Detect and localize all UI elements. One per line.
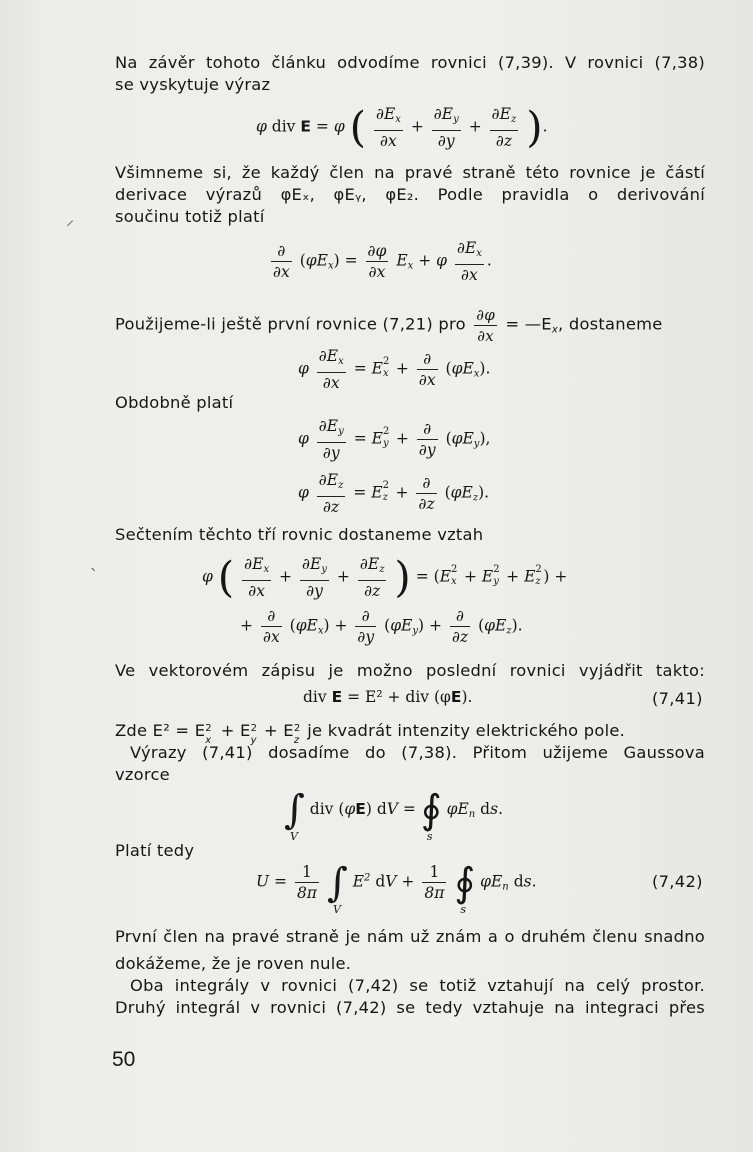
equation-number: (7,41) — [652, 689, 703, 708]
equation-ex: φ $\frac{\partial E_x}{\partial x}$ = E 2 x + $\frac{\partial}{\partial x}$ $(\varphi E_x)$. — [298, 347, 491, 392]
paragraph-line: Výrazy (7,41) dosadíme do (7,38). Přitom užijeme Gaussova — [130, 743, 705, 762]
equation-7-41 — [303, 688, 472, 706]
vector-symbol: E — [450, 688, 462, 706]
paragraph-line: se vyskytuje výraz — [115, 75, 271, 94]
equation-ez: φ $\frac{\partial E_z}{\partial z}$ = E 2 z + $\frac{\partial}{\partial z}$ $(\varphi E_z)$. — [298, 471, 490, 516]
paragraph-line: Oba integrály v rovnici (7,42) se totiž vztahují na celý prostor. — [130, 976, 705, 995]
eq-text: ). — [461, 688, 473, 706]
inline-fraction: $\frac{\partial\varphi}{\partial x}$ — [476, 306, 496, 345]
paragraph-line: Obdobně platí — [115, 393, 234, 412]
paragraph-line: součinu totiž platí — [115, 207, 265, 226]
vector-symbol: E — [331, 688, 343, 706]
equation-gauss: ∫ V div (φE) dV = ∮ s $\varphi E_n$ ds. — [284, 787, 504, 843]
paragraph-line: Druhý integrál v rovnici (7,42) se tedy vztahuje na integraci přes — [115, 998, 705, 1017]
paragraph-line: Ve vektorovém zápisu je možno poslední rovnici vyjádřit takto: — [115, 661, 705, 680]
margin-mark: ⸝ — [66, 210, 75, 229]
paragraph-line: Sečtením těchto tří rovnic dostaneme vztah — [115, 525, 484, 544]
equation-number: (7,42) — [652, 872, 703, 891]
paragraph-line: Všimneme si, že každý člen na pravé straně této rovnice je částí — [115, 163, 705, 182]
text-fragment: Použijeme-li ještě první rovnice (7,21) pro — [115, 314, 466, 334]
equation-sum-line1: φ ( $\frac{\partial E_x}{\partial x}$ + $\frac{\partial E_y}{\partial y}$ + $\frac{\partial E_z}{\partial z}$ ) = (E 2 x + E 2 y + E 2 z ) + — [202, 552, 568, 602]
eq-text: = E² + div (φ — [347, 688, 451, 706]
paragraph-line: Zde E² = E 2 x + E 2 y + E 2 z je kvadrát intenzity elektrického pole. — [115, 721, 626, 746]
margin-mark: ˋ — [90, 566, 98, 585]
text-fragment: , dostaneme — [558, 314, 663, 334]
paragraph-line: derivace výrazů φEₓ, φEᵧ, φE₂. Podle pravidla o derivování — [115, 185, 705, 204]
paragraph-line: vzorce — [115, 765, 170, 784]
paragraph-line: Použijeme-li ještě první rovnice (7,21) pro $\frac{\partial\varphi}{\partial x}$ = $—E_x$, dostaneme — [115, 306, 663, 345]
page-number: 50 — [112, 1048, 136, 1071]
paragraph-line: dokážeme, že je roven nule. — [115, 954, 352, 973]
text-fragment: je kvadrát intenzity elektrického pole. — [307, 721, 626, 740]
paragraph-line: První člen na pravé straně je nám už znám a o druhém členu snadno — [115, 927, 705, 946]
equation-sum-line2: + $\frac{\partial}{\partial x}$ $(\varphi E_x)$ + $\frac{\partial}{\partial y}$ $(\varphi E_y)$ + $\frac{\partial}{\partial z}$ $(\varphi E_z)$. — [240, 607, 523, 646]
paragraph-line: Platí tedy — [115, 841, 195, 860]
eq-text: div — [303, 688, 327, 706]
equation-7-42: U = $\frac{1}{8\pi}$ ∫ V $E^2$ dV + $\frac{1}{8\pi}$ ∮ s $\varphi E_n$ ds. — [256, 859, 537, 916]
equation-ey: φ $\frac{\partial E_y}{\partial y}$ = E 2 y + $\frac{\partial}{\partial y}$ $(\varphi E_y)$, — [298, 417, 491, 462]
equation-product-rule: $\frac{\partial}{\partial x}$ $(\varphi E_x)$ = $\frac{\partial\varphi}{\partial x}$ $E_x + \varphi$ $\frac{\partial E_x}{\partial x}$ . — [273, 239, 492, 284]
text-fragment: = —E — [505, 314, 552, 334]
equation-div-expansion: φ div E = φ ( $\frac{\partial E_x}{\partial x}$ + $\frac{\partial E_y}{\partial y}$ + $\frac{\partial E_z}{\partial z}$ ). — [256, 102, 548, 152]
text-fragment: Zde E² = E — [115, 721, 206, 740]
paragraph-line: Na závěr tohoto článku odvodíme rovnici (7,39). V rovnici (7,38) — [115, 53, 705, 72]
